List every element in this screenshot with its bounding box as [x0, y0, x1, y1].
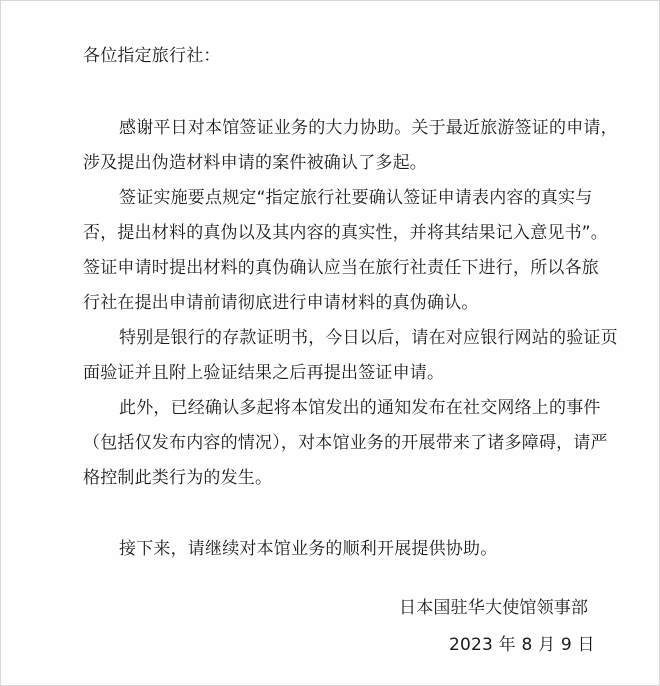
- paragraph-4-line-2: （包括仅发布内容的情况），对本馆业务的开展带来了诸多障碍，请严: [83, 433, 608, 453]
- paragraph-2-line-3: 签证申请时提出材料的真伪确认应当在旅行社责任下进行，所以各旅: [83, 258, 599, 278]
- paragraph-2-line-4: 行社在提出申请前请彻底进行申请材料的真伪确认。: [83, 293, 479, 313]
- closing-line: 接下来，请继续对本馆业务的顺利开展提供协助。: [119, 539, 498, 559]
- paragraph-4-line-3: 格控制此类行为的发生。: [83, 468, 273, 488]
- signature: 日本国驻华大使馆领事部: [399, 598, 589, 618]
- paragraph-2-line-1: 签证实施要点规定“指定旅行社要确认签证申请表内容的真实与: [119, 188, 593, 208]
- salutation: 各位指定旅行社：: [83, 46, 221, 66]
- paragraph-4-line-1: 此外，已经确认多起将本馆发出的通知发布在社交网络上的事件: [119, 398, 601, 418]
- paragraph-3-line-1: 特别是银行的存款证明书，今日以后，请在对应银行网站的验证页: [119, 328, 618, 348]
- paragraph-3-line-2: 面验证并且附上验证结果之后再提出签证申请。: [83, 363, 445, 383]
- date: 2023 年 8 月 9 日: [449, 635, 595, 655]
- paragraph-1-line-1: 感谢平日对本馆签证业务的大力协助。关于最近旅游签证的申请，: [119, 118, 618, 138]
- paragraph-2-line-2: 否，提出材料的真伪以及其内容的真实性，并将其结果记入意见书”。: [83, 223, 609, 243]
- paragraph-1-line-2: 涉及提出伪造材料申请的案件被确认了多起。: [83, 153, 427, 173]
